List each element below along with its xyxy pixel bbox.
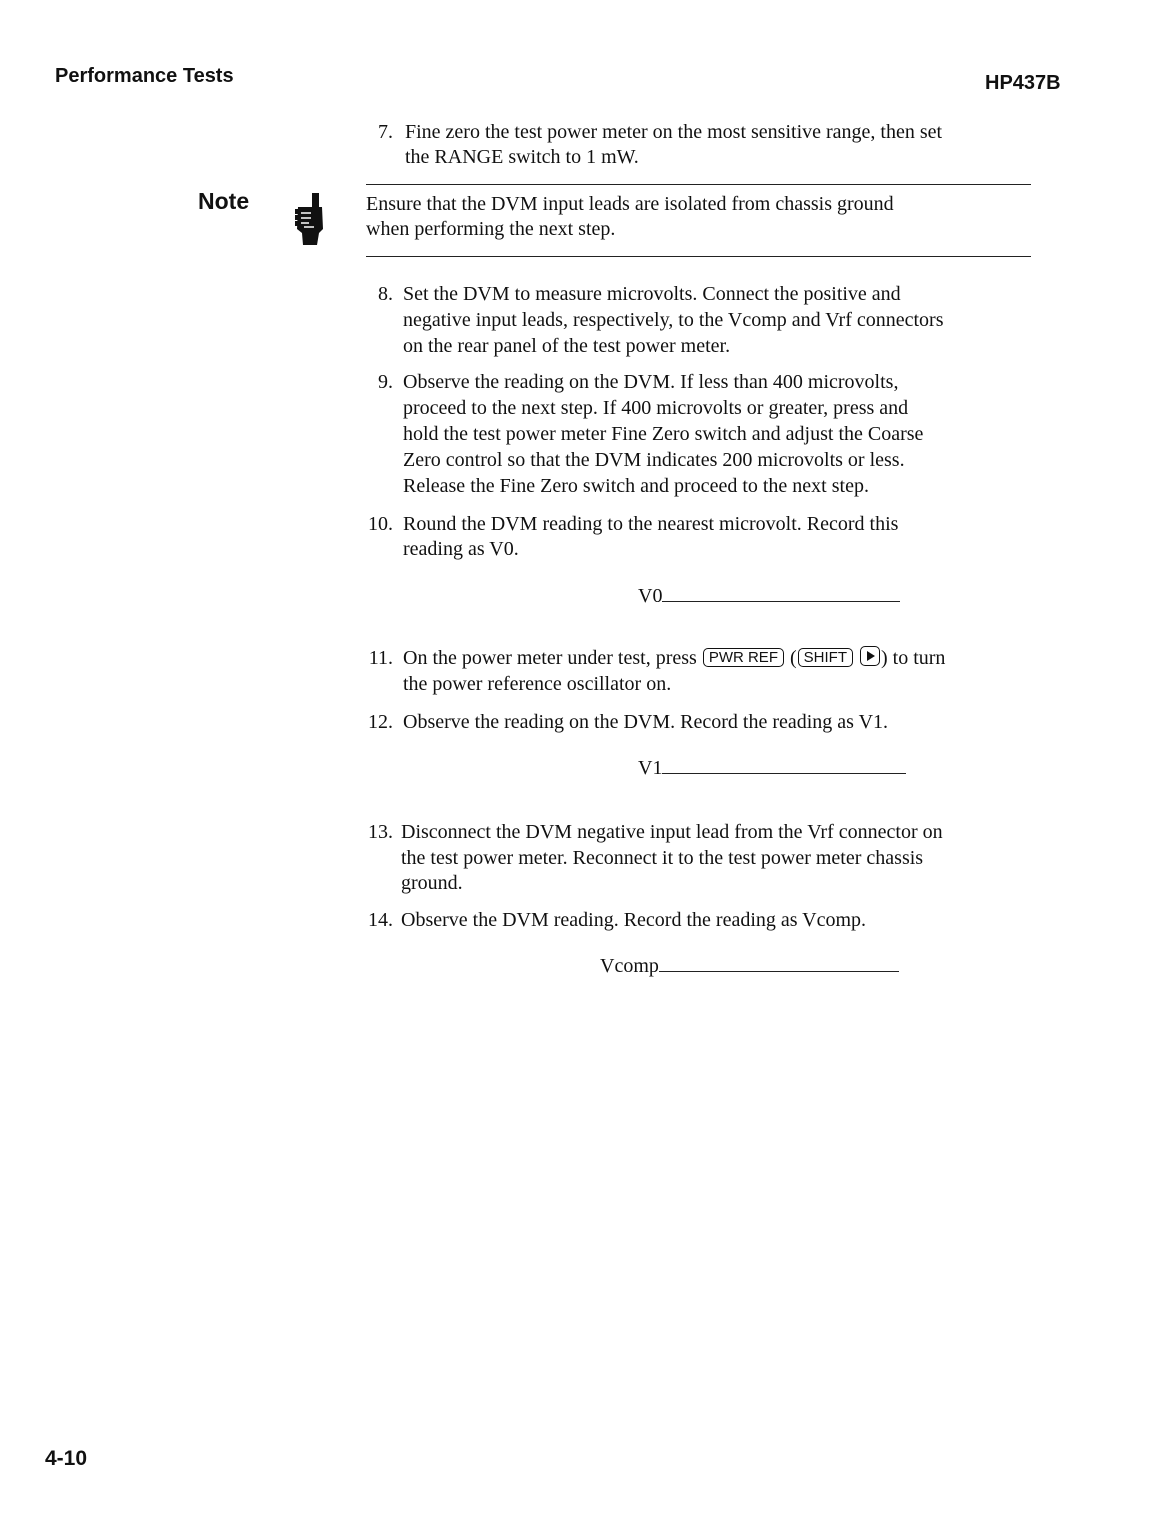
step-text-line: proceed to the next step. If 400 microvolts or greater, press and [403,397,909,419]
shift-key: SHIFT [798,648,853,667]
step-text-line: Disconnect the DVM negative input lead from the Vrf connector on [401,821,943,843]
step-number: 14. [368,909,393,931]
step-number: 12. [368,711,393,733]
note-top-rule [366,184,1031,185]
step-text-line: ground. [401,872,463,894]
step-text-line: Observe the reading on the DVM. Record the reading as V1. [403,711,889,733]
step-text-line: the power reference oscillator on. [403,673,672,695]
v0-label: V0 [638,585,663,607]
note-text [366,192,894,242]
note-line: when performing the next step. [366,218,616,240]
step-text-line: Observe the reading on the DVM. If less than 400 microvolts, [403,371,899,393]
step-number: 11. [368,647,393,669]
note-label: Note [198,188,250,214]
step-number: 13. [368,821,393,843]
step-text-line [403,646,945,672]
note-line: Ensure that the DVM input leads are isolated from chassis ground [366,193,894,215]
vcomp-blank-line [659,957,899,972]
step-number: 7. [378,121,393,143]
pointing-hand-icon [292,193,328,245]
step-number: 8. [378,283,393,305]
note-bottom-rule [366,256,1031,257]
step-text-line: Observe the DVM reading. Record the reading as Vcomp. [401,909,867,931]
vcomp-label: Vcomp [600,955,659,977]
pwr-ref-key: PWR REF [703,648,784,667]
v1-label: V1 [638,757,663,779]
step-text-line: on the rear panel of the test power meter. [403,335,731,357]
v0-blank-line [662,587,900,602]
step-number: 10. [368,513,393,535]
section-title: Performance Tests [55,65,234,87]
step-number: 9. [378,371,393,393]
step-text-line: hold the test power meter Fine Zero switch and adjust the Coarse [403,423,924,445]
vcomp-record-field [600,955,899,978]
step-text-line: reading as V0. [403,538,519,560]
page-number: 4-10 [45,1447,88,1470]
step-text-line: Set the DVM to measure microvolts. Connect the positive and [403,283,901,305]
step-11-text-before: On the power meter under test, press [403,647,697,669]
paren-open: ( [789,647,797,669]
step-text-line: Zero control so that the DVM indicates 200 microvolts or less. [403,449,905,471]
right-arrow-key-icon [860,646,880,666]
step-text-line: Fine zero the test power meter on the most sensitive range, then set [405,121,943,143]
v1-record-field [638,757,906,780]
step-text-line: the RANGE switch to 1 mW. [405,146,639,168]
step-text-line: Round the DVM reading to the nearest microvolt. Record this [403,513,899,535]
step-text-line: Release the Fine Zero switch and proceed to the next step. [403,475,869,497]
step-text-line: negative input leads, respectively, to the Vcomp and Vrf connectors [403,309,944,331]
v1-blank-line [662,759,906,774]
step-11-text-after: ) to turn [881,647,946,669]
step-text-line: the test power meter. Reconnect it to the test power meter chassis [401,847,924,869]
v0-record-field [638,585,900,608]
model-name: HP437B [985,72,1061,94]
